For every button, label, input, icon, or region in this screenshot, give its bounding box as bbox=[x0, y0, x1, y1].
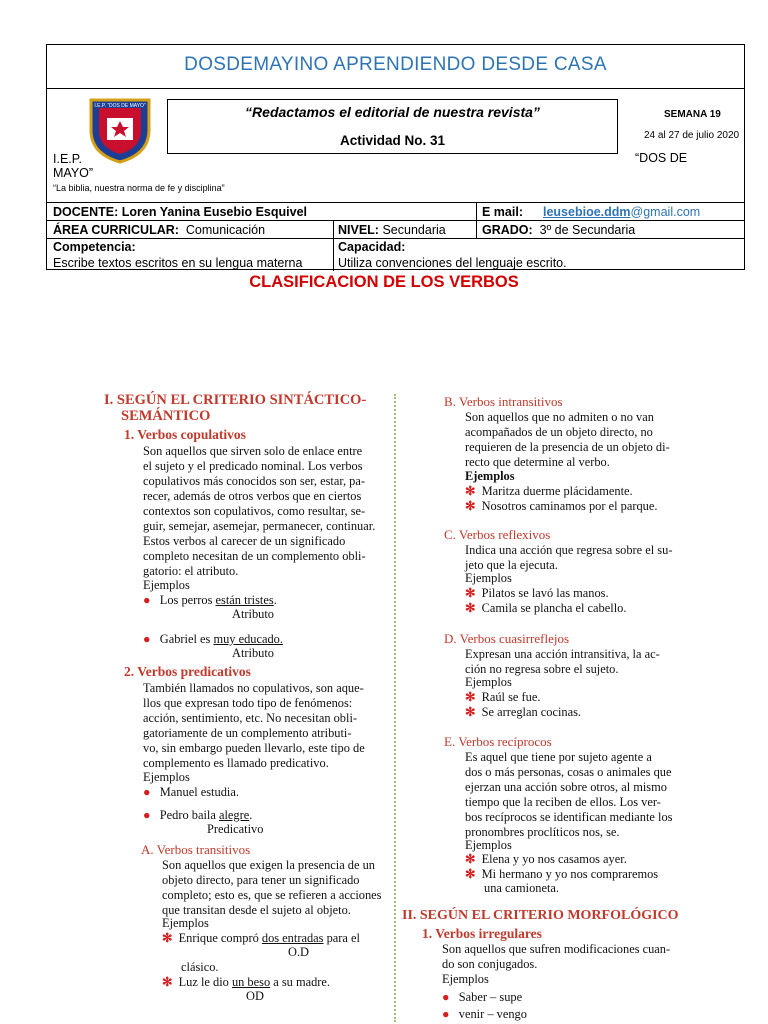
area-value: Comunicación bbox=[185, 223, 266, 237]
example-text: Los perros bbox=[159, 593, 216, 607]
paragraph-line: llos que expresan todo tipo de fenómenos: bbox=[143, 696, 353, 710]
paragraph-line: También llamados no copulativos, son aque- bbox=[143, 681, 364, 695]
annotation-label: Predicativo bbox=[207, 822, 264, 836]
example-text: Se arreglan cocinas. bbox=[481, 705, 582, 719]
bullet-icon: ● bbox=[143, 593, 151, 607]
school-motto: “La biblia, nuestra norma de fe y disciplina” bbox=[53, 183, 225, 193]
competencia-label: Competencia: bbox=[53, 240, 136, 254]
example-text: a su madre. bbox=[270, 975, 331, 989]
examples-label: Ejemplos bbox=[162, 916, 209, 930]
page-title: CLASIFICACION DE LOS VERBOS bbox=[249, 273, 519, 291]
section-heading: SEMÁNTICO bbox=[121, 408, 211, 424]
example-text: Manuel estudia. bbox=[159, 785, 239, 799]
bullet-icon: ● bbox=[143, 785, 151, 799]
annotation-label: Atributo bbox=[232, 607, 274, 621]
docente-label: DOCENTE: Loren Yanina Eusebio Esquivel bbox=[53, 205, 307, 219]
example-text: Gabriel es bbox=[159, 632, 214, 646]
section-heading: I. SEGÚN EL CRITERIO SINTÁCTICO- bbox=[104, 392, 367, 408]
examples-label: Ejemplos bbox=[143, 578, 190, 592]
paragraph-line: objeto directo, para tener un significado bbox=[162, 873, 360, 887]
example-text: Raúl se fue. bbox=[481, 690, 541, 704]
paragraph-line: Son aquellos que exigen la presencia de un bbox=[162, 858, 375, 872]
example-text: venir – vengo bbox=[458, 1007, 527, 1021]
example-text: Camila se plancha el cabello. bbox=[481, 601, 627, 615]
grado-value: 3º de Secundaria bbox=[539, 223, 636, 237]
subsection-heading: B. Verbos intransitivos bbox=[444, 394, 563, 409]
week-label: SEMANA 19 bbox=[664, 109, 721, 120]
section-heading: II. SEGÚN EL CRITERIO MORFOLÓGICO bbox=[402, 908, 679, 923]
annotation-label: O.D bbox=[288, 945, 309, 959]
example-text: Luz le dio bbox=[178, 975, 232, 989]
paragraph-line: recer, además de otros verbos que en ciertos bbox=[143, 489, 362, 503]
example-text: Mi hermano y yo nos compraremos bbox=[481, 867, 659, 881]
annotation-label: Atributo bbox=[232, 646, 274, 660]
shield-text: I.E.P. “DOS DE MAYO” bbox=[94, 103, 146, 109]
subsection-heading: A. Verbos transitivos bbox=[141, 842, 251, 857]
examples-label: Ejemplos bbox=[465, 675, 512, 689]
paragraph-line: Estos verbos al carecer de un significado bbox=[143, 534, 346, 548]
paragraph-line: recto que determine al verbo. bbox=[465, 455, 610, 469]
paragraph-line: acción, sentimiento, etc. No necesitan obli- bbox=[143, 711, 358, 725]
bullet-icon: ● bbox=[143, 632, 151, 646]
bullet-icon: ● bbox=[442, 990, 450, 1004]
example-underlined: alegre bbox=[218, 808, 250, 822]
subsection-heading: 2. Verbos predicativos bbox=[124, 664, 251, 679]
asterisk-icon: ✻ bbox=[162, 931, 173, 945]
paragraph-line: dos o más personas, cosas o animales que bbox=[465, 765, 672, 779]
asterisk-icon: ✻ bbox=[465, 867, 476, 881]
example-text: una camioneta. bbox=[484, 881, 559, 895]
capacidad-label: Capacidad: bbox=[338, 240, 406, 254]
asterisk-icon: ✻ bbox=[465, 484, 476, 498]
example-text: Pilatos se lavó las manos. bbox=[481, 586, 609, 600]
example-text: Maritza duerme plácidamente. bbox=[481, 484, 633, 498]
school-prefix: I.E.P. bbox=[53, 152, 82, 166]
grado-label: GRADO: bbox=[482, 223, 533, 237]
week-dates: 24 al 27 de julio 2020 bbox=[644, 130, 740, 141]
paragraph-line: Es aquel que tiene por sujeto agente a bbox=[465, 750, 652, 764]
paragraph-line: tiempo que la reciben de ellos. Los ver- bbox=[465, 795, 661, 809]
school-name-a: “DOS DE bbox=[635, 151, 688, 165]
asterisk-icon: ✻ bbox=[465, 601, 476, 615]
example-text: Enrique compró bbox=[178, 931, 262, 945]
subsection-heading: E. Verbos recíprocos bbox=[444, 734, 552, 749]
paragraph-line: complemento es llamado predicativo. bbox=[143, 756, 329, 770]
example-underlined: dos entradas bbox=[261, 931, 324, 945]
banner-title: DOSDEMAYINO APRENDIENDO DESDE CASA bbox=[184, 54, 607, 75]
activity-number: Actividad No. 31 bbox=[339, 133, 446, 148]
example-text: para el bbox=[323, 931, 360, 945]
paragraph-line: completo necesitan de un complemento obli- bbox=[143, 549, 366, 563]
competencia-value: Escribe textos escritos en su lengua materna bbox=[53, 256, 303, 270]
example-text: Nosotros caminamos por el parque. bbox=[481, 499, 658, 513]
paragraph-line: bos recíprocos se identifican mediante los bbox=[465, 810, 673, 824]
school-name-b: MAYO” bbox=[53, 166, 94, 180]
paragraph-line: contextos son copulativos, como resultar, se- bbox=[143, 504, 366, 518]
example-underlined: un beso bbox=[231, 975, 271, 989]
examples-label: Ejemplos bbox=[465, 571, 512, 585]
paragraph-line: ejerzan una acción sobre otros, al mismo bbox=[465, 780, 667, 794]
annotation-label: OD bbox=[246, 989, 264, 1003]
paragraph-line: Son aquellos que no admiten o no van bbox=[465, 410, 654, 424]
paragraph-line: Son aquellos que sirven solo de enlace entre bbox=[143, 444, 363, 458]
subsection-heading: D. Verbos cuasirreflejos bbox=[444, 631, 570, 646]
paragraph-line: copulativos más conocidos son ser, estar, pa- bbox=[143, 474, 365, 488]
paragraph-line: Indica una acción que regresa sobre el su- bbox=[465, 543, 673, 557]
area-label: ÁREA CURRICULAR: bbox=[53, 223, 179, 237]
bullet-icon: ● bbox=[442, 1007, 450, 1021]
asterisk-icon: ✻ bbox=[465, 690, 476, 704]
asterisk-icon: ✻ bbox=[465, 852, 476, 866]
email-domain: @gmail.com bbox=[630, 205, 701, 219]
paragraph-line: el sujeto y el predicado nominal. Los verbos bbox=[143, 459, 363, 473]
example-underlined: muy educado. bbox=[213, 632, 283, 646]
paragraph-line: gatorio: el atributo. bbox=[143, 564, 239, 578]
paragraph-line: que transitan desde el sujeto al objeto. bbox=[162, 903, 351, 917]
email-label: E mail: bbox=[482, 205, 523, 219]
example-underlined: están tristes bbox=[215, 593, 274, 607]
paragraph-line: guir, semejar, asemejar, permanecer, continuar. bbox=[143, 519, 376, 533]
paragraph-line: ción no regresa sobre el sujeto. bbox=[465, 662, 619, 676]
example-text: . bbox=[273, 593, 277, 607]
subsection-heading: 1. Verbos copulativos bbox=[124, 427, 246, 442]
nivel-value: Secundaria bbox=[382, 223, 446, 237]
asterisk-icon: ✻ bbox=[465, 586, 476, 600]
email-user: leusebioe.ddm bbox=[543, 205, 631, 219]
example-text: Pedro baila bbox=[159, 808, 219, 822]
bullet-icon: ● bbox=[143, 808, 151, 822]
asterisk-icon: ✻ bbox=[162, 975, 173, 989]
activity-title: “Redactamos el editorial de nuestra revista” bbox=[245, 104, 540, 120]
paragraph-line: Expresan una acción intransitiva, la ac- bbox=[465, 647, 660, 661]
example-text: clásico. bbox=[181, 960, 219, 974]
paragraph-line: completo; esto es, que se refieren a acciones bbox=[162, 888, 382, 902]
subsection-heading: 1. Verbos irregulares bbox=[422, 926, 542, 941]
examples-label: Ejemplos bbox=[465, 838, 512, 852]
nivel-label: NIVEL: bbox=[338, 223, 379, 237]
paragraph-line: do son conjugados. bbox=[442, 957, 538, 971]
examples-label: Ejemplos bbox=[143, 770, 190, 784]
paragraph-line: vo, sin embargo pueden llevarlo, este tipo de bbox=[143, 741, 365, 755]
example-text: Saber – supe bbox=[458, 990, 523, 1004]
example-text: . bbox=[249, 808, 253, 822]
example-text: Elena y yo nos casamos ayer. bbox=[481, 852, 627, 866]
paragraph-line: gatoriamente de un complemento atributi- bbox=[143, 726, 352, 740]
subsection-heading: C. Verbos reflexivos bbox=[444, 527, 551, 542]
asterisk-icon: ✻ bbox=[465, 705, 476, 719]
paragraph-line: requieren de la presencia de un objeto di- bbox=[465, 440, 670, 454]
paragraph-line: jeto que la ejecuta. bbox=[465, 558, 558, 572]
paragraph-line: acompañados de un objeto directo, no bbox=[465, 425, 653, 439]
examples-label: Ejemplos bbox=[442, 972, 489, 986]
capacidad-value: Utiliza convenciones del lenguaje escrito. bbox=[338, 256, 567, 270]
paragraph-line: pronombres proclíticos nos, se. bbox=[465, 825, 620, 839]
paragraph-line: Son aquellos que sufren modificaciones cuan- bbox=[442, 942, 671, 956]
examples-label: Ejemplos bbox=[465, 469, 515, 483]
asterisk-icon: ✻ bbox=[465, 499, 476, 513]
